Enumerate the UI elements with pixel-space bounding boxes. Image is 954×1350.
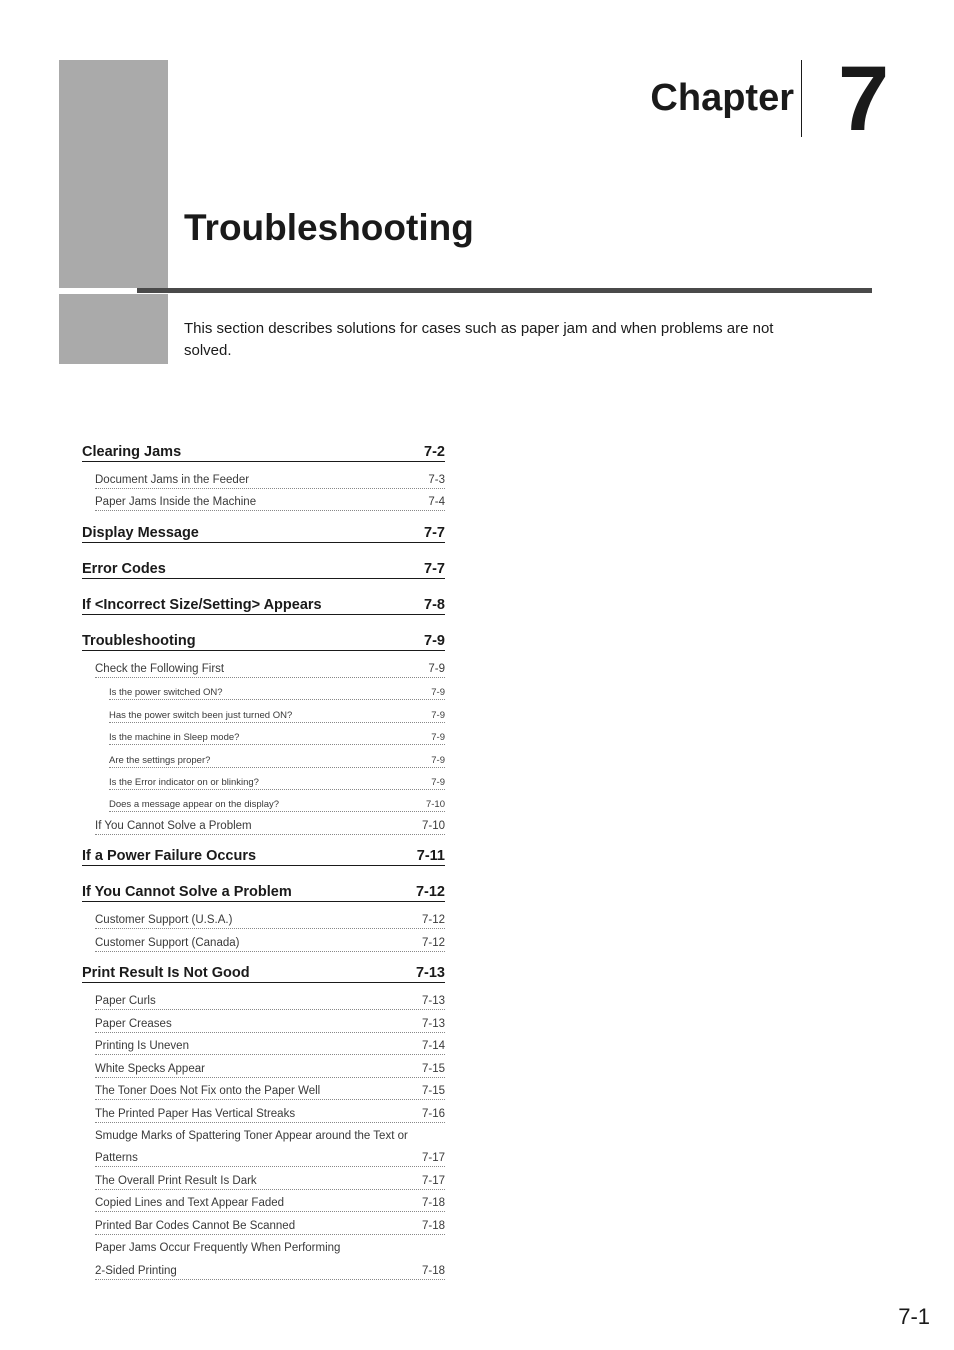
- toc-page: 7-15: [421, 1063, 445, 1075]
- toc-page: 7-18: [421, 1265, 445, 1277]
- toc-label: Has the power switch been just turned ON?: [109, 710, 293, 721]
- toc-page: 7-9: [431, 732, 445, 743]
- toc-label: Customer Support (U.S.A.): [95, 914, 233, 926]
- toc-label: If a Power Failure Occurs: [82, 848, 257, 864]
- chapter-label: Chapter: [650, 77, 794, 119]
- toc-page: 7-9: [431, 710, 445, 721]
- toc-page: 7-15: [421, 1085, 445, 1097]
- toc-page: 7-13: [421, 995, 445, 1007]
- chapter-number: 7: [838, 48, 890, 150]
- toc-entry-lines-faded[interactable]: [95, 1195, 445, 1212]
- toc-page: 7-18: [421, 1197, 445, 1209]
- toc-entry-toner-not-fix[interactable]: [95, 1083, 445, 1100]
- toc-label: Troubleshooting: [82, 633, 196, 649]
- toc-entry-error-indicator[interactable]: [109, 774, 445, 790]
- toc-entry-cannot-solve[interactable]: [82, 882, 445, 902]
- toc-page: 7-13: [421, 1018, 445, 1030]
- toc-label: Paper Curls: [95, 995, 156, 1007]
- toc-entry-printing-uneven[interactable]: [95, 1038, 445, 1055]
- toc-entry-power-failure[interactable]: [82, 846, 445, 866]
- toc-entry-vertical-streaks[interactable]: [95, 1106, 445, 1123]
- toc-page: 7-18: [421, 1220, 445, 1232]
- toc-page: 7-9: [424, 633, 445, 649]
- toc-page: 7-7: [424, 525, 445, 541]
- toc-label: If You Cannot Solve a Problem: [82, 884, 292, 900]
- toc-entry-paper-creases[interactable]: [95, 1016, 445, 1033]
- toc-page: 7-9: [431, 687, 445, 698]
- toc-entry-two-sided[interactable]: [95, 1263, 445, 1280]
- toc-label: Is the Error indicator on or blinking?: [109, 777, 259, 788]
- toc-entry-just-turned-on[interactable]: [109, 707, 445, 723]
- toc-page: 7-14: [421, 1040, 445, 1052]
- toc-label: Is the power switched ON?: [109, 687, 223, 698]
- toc-label: Paper Creases: [95, 1018, 172, 1030]
- toc-entry-document-jams-feeder[interactable]: [95, 472, 445, 489]
- toc-entry-paper-curls[interactable]: [95, 993, 445, 1010]
- toc-label: Display Message: [82, 525, 199, 541]
- toc-page: 7-17: [421, 1175, 445, 1187]
- toc-entry-bar-codes[interactable]: [95, 1218, 445, 1235]
- page-number: 7-1: [898, 1304, 930, 1329]
- toc-label: Is the machine in Sleep mode?: [109, 732, 240, 743]
- toc-label: Paper Jams Inside the Machine: [95, 496, 257, 508]
- toc-page: 7-11: [416, 848, 445, 864]
- toc-page: 7-8: [424, 597, 445, 613]
- toc-page: 7-12: [415, 884, 445, 900]
- toc-page: 7-9: [428, 663, 445, 675]
- toc-entry-clearing-jams[interactable]: [82, 442, 445, 462]
- toc-label: Error Codes: [82, 561, 166, 577]
- toc-entry-overall-dark[interactable]: [95, 1173, 445, 1190]
- toc-label: Customer Support (Canada): [95, 937, 240, 949]
- toc-page: 7-9: [431, 755, 445, 766]
- page-title: Troubleshooting: [184, 207, 474, 248]
- toc-entry-check-first[interactable]: [95, 661, 445, 678]
- toc-page: 7-12: [421, 914, 445, 926]
- toc-entry-sleep-mode[interactable]: [109, 729, 445, 745]
- toc-entry-cannot-solve-sub[interactable]: [95, 818, 445, 835]
- toc-page: 7-2: [424, 444, 445, 460]
- toc-label: Copied Lines and Text Appear Faded: [95, 1197, 285, 1209]
- toc-label: Printed Bar Codes Cannot Be Scanned: [95, 1220, 296, 1232]
- toc-entry-paper-jams-inside[interactable]: [95, 494, 445, 511]
- toc-entry-support-usa[interactable]: [95, 912, 445, 929]
- toc-page: 7-4: [428, 496, 445, 508]
- toc-page: 7-10: [425, 799, 445, 810]
- toc-label: Printing Is Uneven: [95, 1040, 189, 1052]
- toc-page: 7-12: [421, 937, 445, 949]
- toc-label: Check the Following First: [95, 663, 225, 675]
- toc-label: Document Jams in the Feeder: [95, 474, 250, 486]
- toc-entry-support-canada[interactable]: [95, 935, 445, 952]
- toc-label: Does a message appear on the display?: [109, 799, 280, 810]
- toc-entry-incorrect-size[interactable]: [82, 595, 445, 615]
- toc-entry-troubleshooting[interactable]: [82, 631, 445, 651]
- toc-entry-two-sided-first-line: Paper Jams Occur Frequently When Performing: [95, 1242, 341, 1254]
- toc-label: Clearing Jams: [82, 444, 182, 460]
- toc-label: The Printed Paper Has Vertical Streaks: [95, 1108, 296, 1120]
- toc-entry-smudge-first-line: Smudge Marks of Spattering Toner Appear around the Text or: [95, 1130, 408, 1142]
- toc-page: 7-17: [421, 1152, 445, 1164]
- intro-text: This section describes solutions for cases such as paper jam and when problems are not solved.: [184, 320, 774, 359]
- toc-entry-display-message[interactable]: [82, 523, 445, 543]
- toc-label: If <Incorrect Size/Setting> Appears: [82, 597, 322, 613]
- toc-entry-print-result[interactable]: [82, 963, 445, 983]
- toc-entry-message-display[interactable]: [109, 796, 445, 812]
- toc-page: 7-7: [424, 561, 445, 577]
- toc-page: 7-3: [428, 474, 445, 486]
- toc-entry-error-codes[interactable]: [82, 559, 445, 579]
- toc-label: Are the settings proper?: [109, 755, 211, 766]
- toc-page: 7-16: [421, 1108, 445, 1120]
- toc-entry-smudge[interactable]: [95, 1150, 445, 1167]
- toc-entry-settings-proper[interactable]: [109, 752, 445, 768]
- toc-label: If You Cannot Solve a Problem: [95, 820, 252, 832]
- toc-label: Print Result Is Not Good: [82, 965, 250, 981]
- toc-page: 7-10: [421, 820, 445, 832]
- toc-page: 7-9: [431, 777, 445, 788]
- toc-label: 2-Sided Printing: [95, 1265, 177, 1277]
- toc-label: The Toner Does Not Fix onto the Paper Well: [95, 1085, 321, 1097]
- toc-page: 7-13: [415, 965, 445, 981]
- toc-label: White Specks Appear: [95, 1063, 205, 1075]
- toc-entry-power-on[interactable]: [109, 684, 445, 700]
- toc-label: The Overall Print Result Is Dark: [95, 1175, 257, 1187]
- toc-entry-white-specks[interactable]: [95, 1061, 445, 1078]
- toc-label: Patterns: [95, 1152, 138, 1164]
